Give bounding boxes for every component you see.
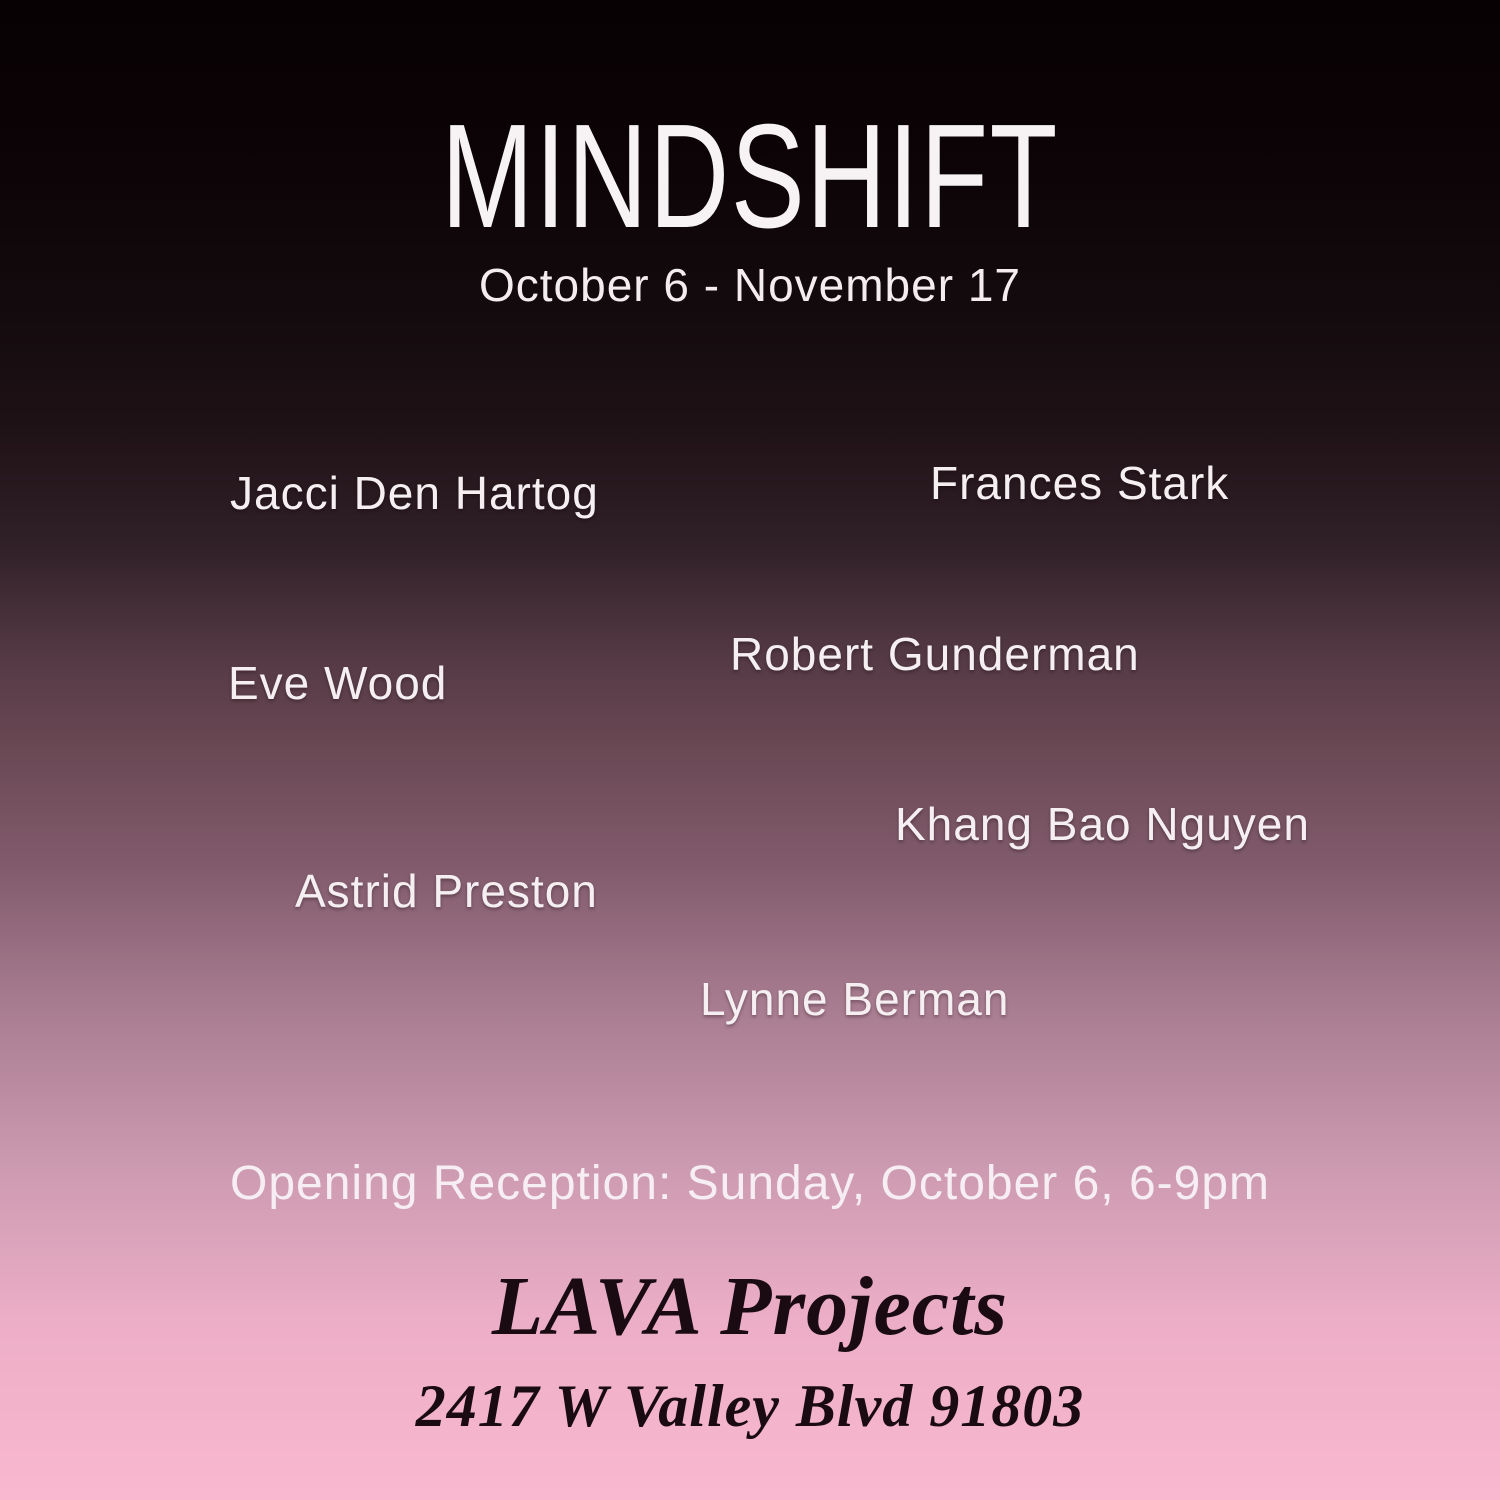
artist-name-lynne-berman: Lynne Berman — [700, 973, 1010, 1025]
artist-name-khang-bao-nguyen: Khang Bao Nguyen — [895, 798, 1310, 850]
poster-title: MINDSHIFT — [441, 94, 1059, 259]
artist-name-robert-gunderman: Robert Gunderman — [730, 628, 1140, 680]
artist-name-astrid-preston: Astrid Preston — [295, 865, 598, 917]
artist-name-frances-stark: Frances Stark — [930, 457, 1230, 509]
venue-address: 2417 W Valley Blvd 91803 — [415, 1373, 1085, 1439]
opening-reception-line: Opening Reception: Sunday, October 6, 6-9pm — [229, 1157, 1271, 1210]
artist-name-jacci-den-hartog: Jacci Den Hartog — [230, 467, 599, 519]
exhibition-dates: October 6 - November 17 — [478, 259, 1021, 311]
venue-name: LAVA Projects — [491, 1260, 1009, 1353]
artist-name-eve-wood: Eve Wood — [228, 657, 448, 709]
